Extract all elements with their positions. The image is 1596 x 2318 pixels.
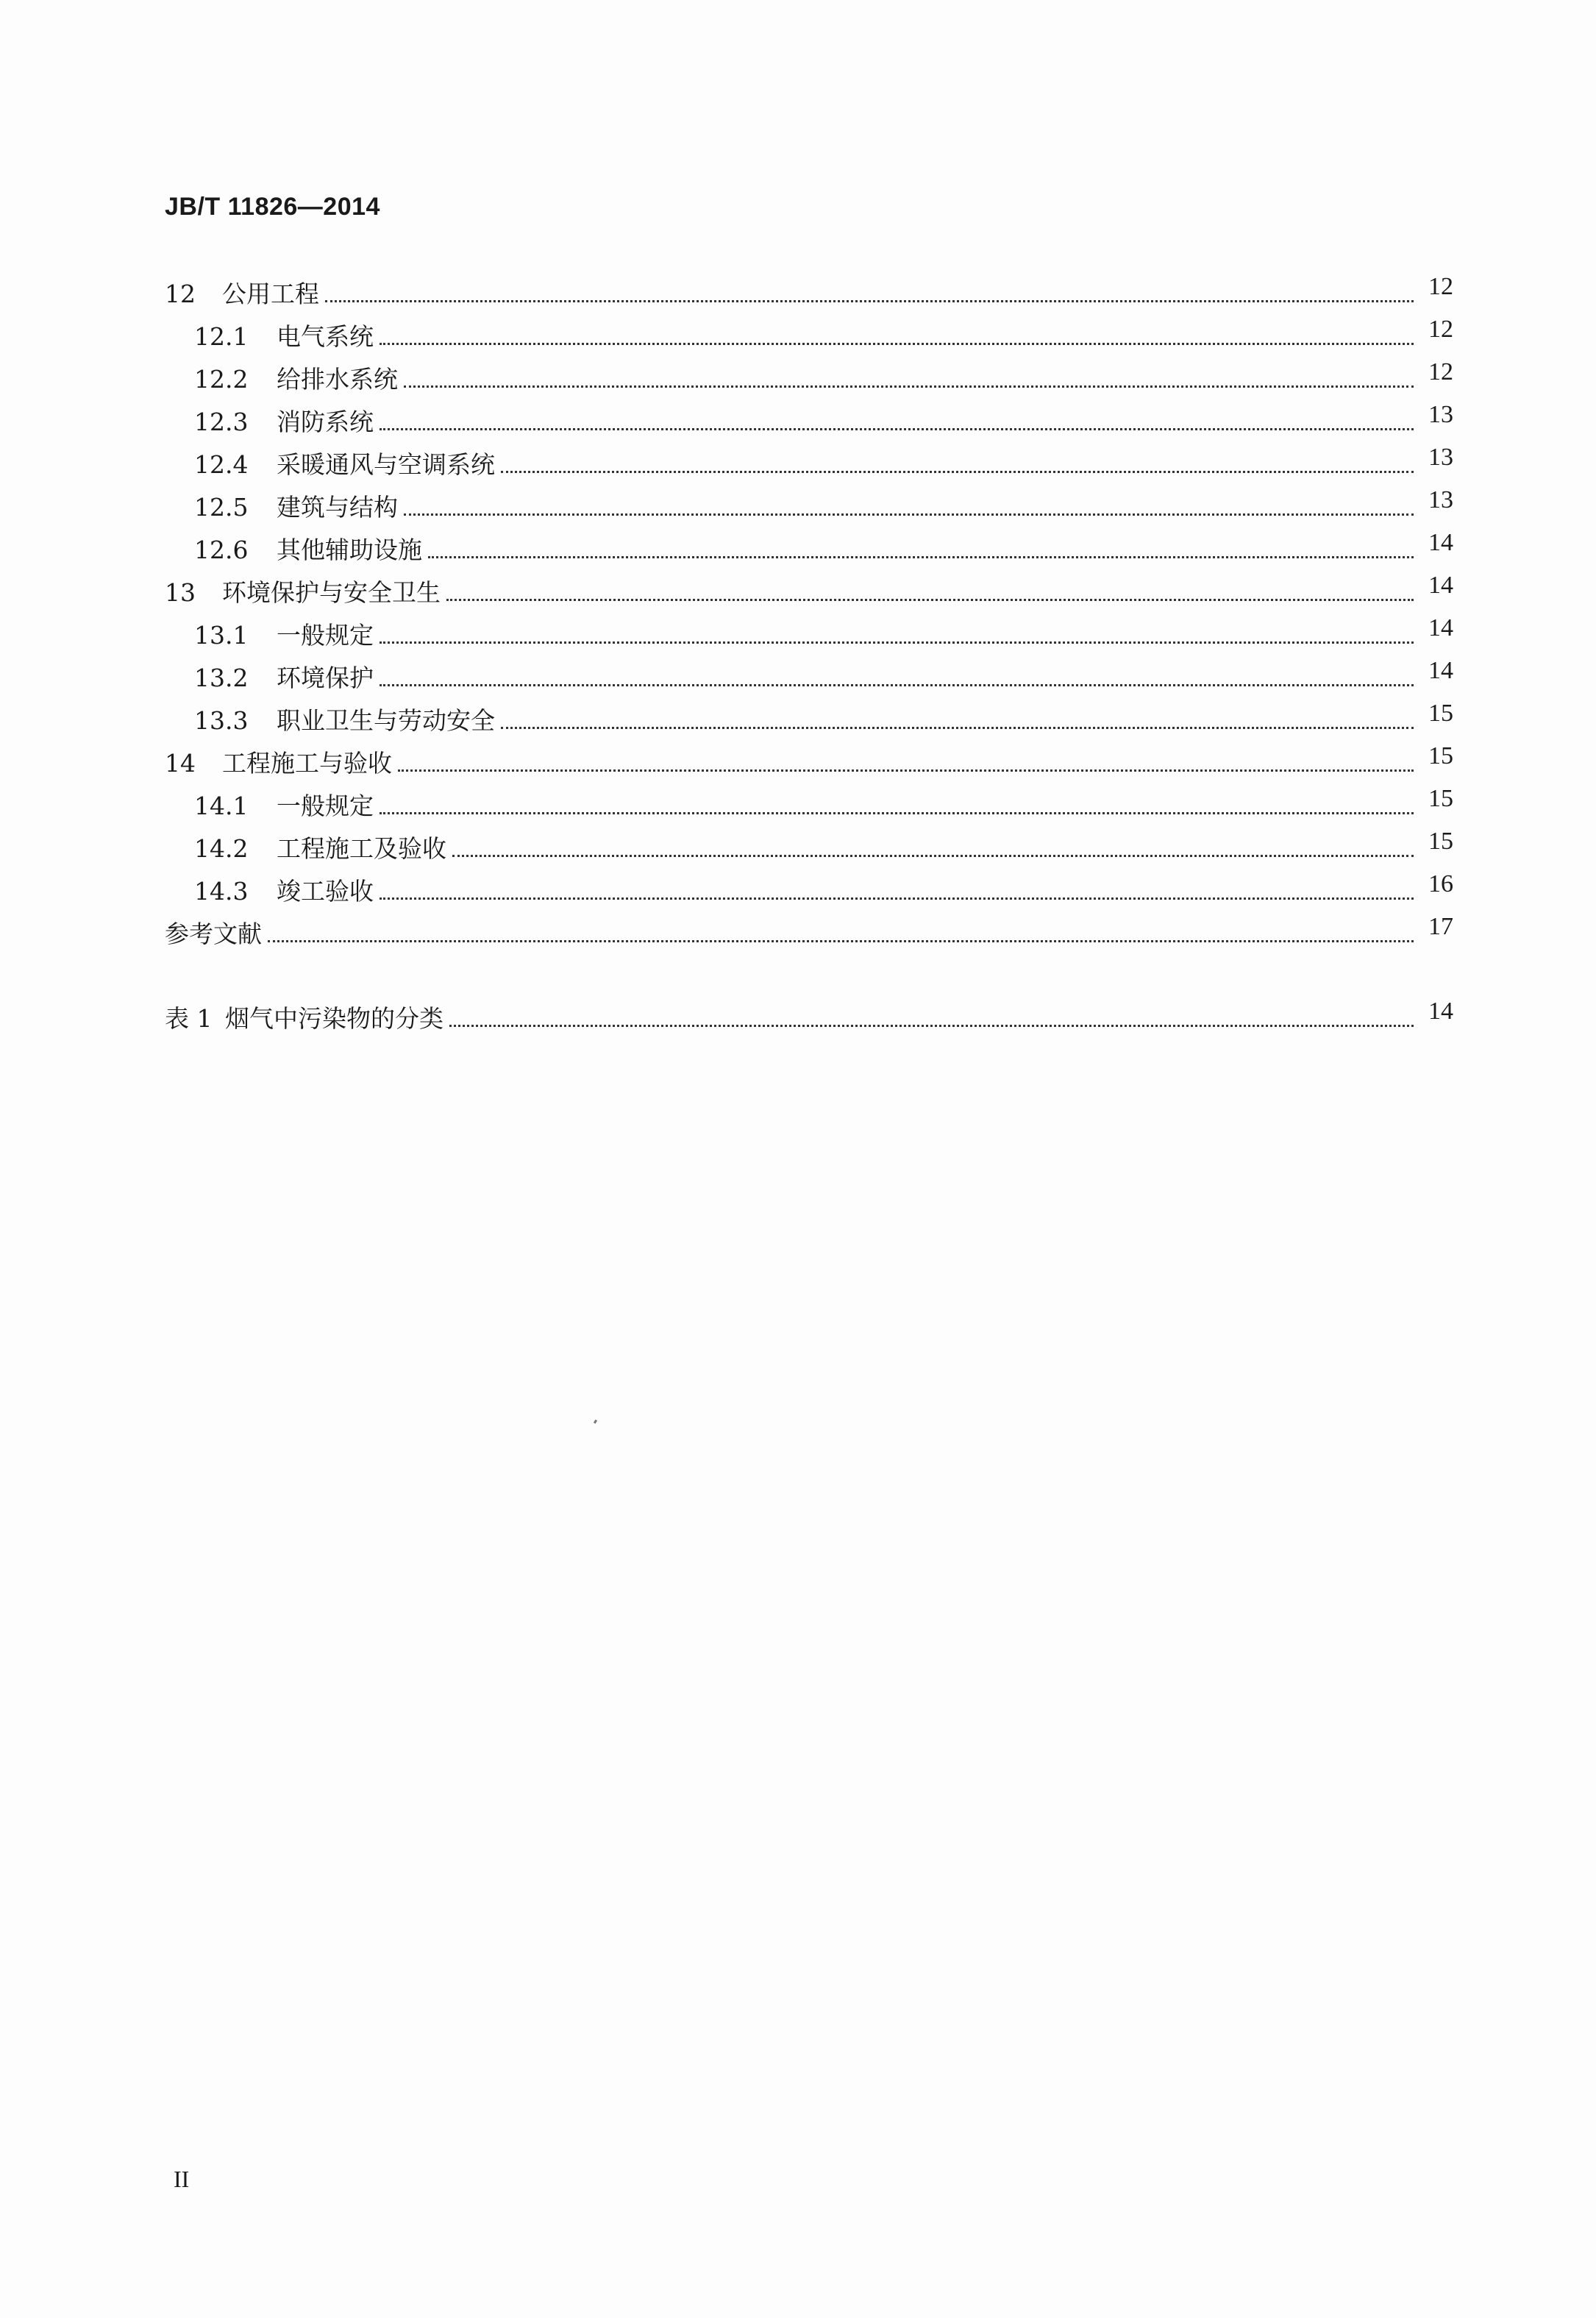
dot-leader bbox=[380, 684, 1414, 686]
toc-entry-page: 13 bbox=[1428, 401, 1453, 428]
toc-entry-title: 环境保护 bbox=[277, 664, 374, 692]
page-numeral: II bbox=[174, 2166, 190, 2192]
toc-entry-title: 给排水系统 bbox=[277, 365, 398, 394]
toc-entry[interactable] bbox=[165, 527, 1453, 565]
dot-leader bbox=[268, 940, 1414, 942]
toc-entry-references[interactable] bbox=[165, 911, 1453, 949]
toc-entry-number: 13.3 bbox=[194, 706, 249, 735]
toc-entry[interactable] bbox=[165, 569, 1453, 608]
dot-leader bbox=[501, 471, 1414, 473]
table-page: 14 bbox=[1428, 998, 1453, 1025]
dot-leader bbox=[380, 428, 1414, 430]
toc-entry-page: 12 bbox=[1428, 358, 1453, 385]
toc-entry-title: 其他辅助设施 bbox=[277, 536, 422, 564]
dot-leader bbox=[404, 385, 1414, 388]
table-list-entry[interactable] bbox=[165, 995, 1453, 1034]
toc-entry[interactable] bbox=[165, 313, 1453, 352]
toc-entry-page: 16 bbox=[1428, 870, 1453, 897]
toc-entry-number: 12.6 bbox=[194, 536, 249, 564]
toc-entry-page: 14 bbox=[1428, 614, 1453, 641]
dot-leader bbox=[380, 343, 1414, 345]
toc-entry-title: 工程施工及验收 bbox=[277, 834, 446, 863]
toc-entry[interactable] bbox=[165, 655, 1453, 693]
toc-entry-number: 13.2 bbox=[194, 664, 249, 692]
toc-entry-number: 14 bbox=[165, 749, 196, 778]
toc-entry[interactable] bbox=[165, 612, 1453, 650]
toc-entry[interactable] bbox=[165, 783, 1453, 821]
toc-entry-title: 采暖通风与空调系统 bbox=[277, 450, 495, 479]
toc-entry-title: 建筑与结构 bbox=[277, 493, 398, 522]
dot-leader bbox=[449, 1025, 1414, 1027]
toc-entry-title: 消防系统 bbox=[277, 408, 374, 436]
dot-leader bbox=[404, 513, 1414, 516]
dot-leader bbox=[380, 812, 1414, 814]
dot-leader bbox=[446, 599, 1414, 601]
toc-entry[interactable] bbox=[165, 399, 1453, 437]
toc-entry[interactable] bbox=[165, 825, 1453, 864]
scan-speck bbox=[594, 1420, 597, 1424]
toc-entry-number: 12.5 bbox=[194, 493, 249, 522]
toc-entry[interactable] bbox=[165, 868, 1453, 906]
table-title: 烟气中污染物的分类 bbox=[225, 1004, 443, 1033]
toc-entry-number: 12.2 bbox=[194, 365, 249, 394]
toc-entry-page: 17 bbox=[1428, 913, 1453, 940]
toc-entry-number: 14.3 bbox=[194, 877, 249, 906]
toc-entry-page: 13 bbox=[1428, 444, 1453, 471]
toc-entry-page: 15 bbox=[1428, 700, 1453, 727]
toc-entry[interactable] bbox=[165, 484, 1453, 522]
toc-entry-page: 15 bbox=[1428, 785, 1453, 812]
dot-leader bbox=[380, 897, 1414, 900]
toc-entry[interactable] bbox=[165, 441, 1453, 480]
toc-entry-number: 12.1 bbox=[194, 322, 249, 351]
dot-leader bbox=[501, 727, 1414, 729]
toc-entry-number: 12.4 bbox=[194, 450, 249, 479]
toc-entry-page: 15 bbox=[1428, 742, 1453, 769]
toc-entry-title: 工程施工与验收 bbox=[222, 749, 392, 778]
toc-entry[interactable] bbox=[165, 271, 1453, 309]
toc-entry-title: 参考文献 bbox=[165, 920, 262, 948]
toc-entry-title: 一般规定 bbox=[277, 792, 374, 820]
toc-entry-number: 13 bbox=[165, 578, 196, 607]
toc-entry-title: 职业卫生与劳动安全 bbox=[277, 706, 495, 735]
toc-entry-number: 12 bbox=[165, 280, 196, 308]
toc-entry-page: 13 bbox=[1428, 486, 1453, 513]
toc-entry-page: 12 bbox=[1428, 316, 1453, 343]
toc-entry[interactable] bbox=[165, 697, 1453, 736]
dot-leader bbox=[380, 641, 1414, 644]
toc-entry-page: 12 bbox=[1428, 273, 1453, 300]
toc-entry-title: 环境保护与安全卫生 bbox=[222, 578, 441, 607]
toc-entry-title: 公用工程 bbox=[222, 280, 319, 308]
dot-leader bbox=[452, 855, 1414, 857]
table-number: 表 1 bbox=[165, 1004, 213, 1033]
toc-entry[interactable] bbox=[165, 356, 1453, 394]
dot-leader bbox=[398, 769, 1414, 772]
toc-entry-page: 14 bbox=[1428, 572, 1453, 599]
toc-entry-page: 14 bbox=[1428, 657, 1453, 684]
toc-entry-number: 13.1 bbox=[194, 621, 249, 650]
toc-entry-number: 14.1 bbox=[194, 792, 249, 820]
dot-leader bbox=[325, 300, 1414, 302]
toc-entry-title: 电气系统 bbox=[277, 322, 374, 351]
toc-entry-number: 14.2 bbox=[194, 834, 249, 863]
dot-leader bbox=[428, 556, 1414, 558]
toc-entry[interactable] bbox=[165, 740, 1453, 778]
toc-entry-page: 14 bbox=[1428, 529, 1453, 556]
standard-number: JB/T 11826—2014 bbox=[165, 193, 380, 221]
toc-entry-page: 15 bbox=[1428, 828, 1453, 855]
toc-entry-number: 12.3 bbox=[194, 408, 249, 436]
toc-entry-title: 竣工验收 bbox=[277, 877, 374, 906]
toc-entry-title: 一般规定 bbox=[277, 621, 374, 650]
